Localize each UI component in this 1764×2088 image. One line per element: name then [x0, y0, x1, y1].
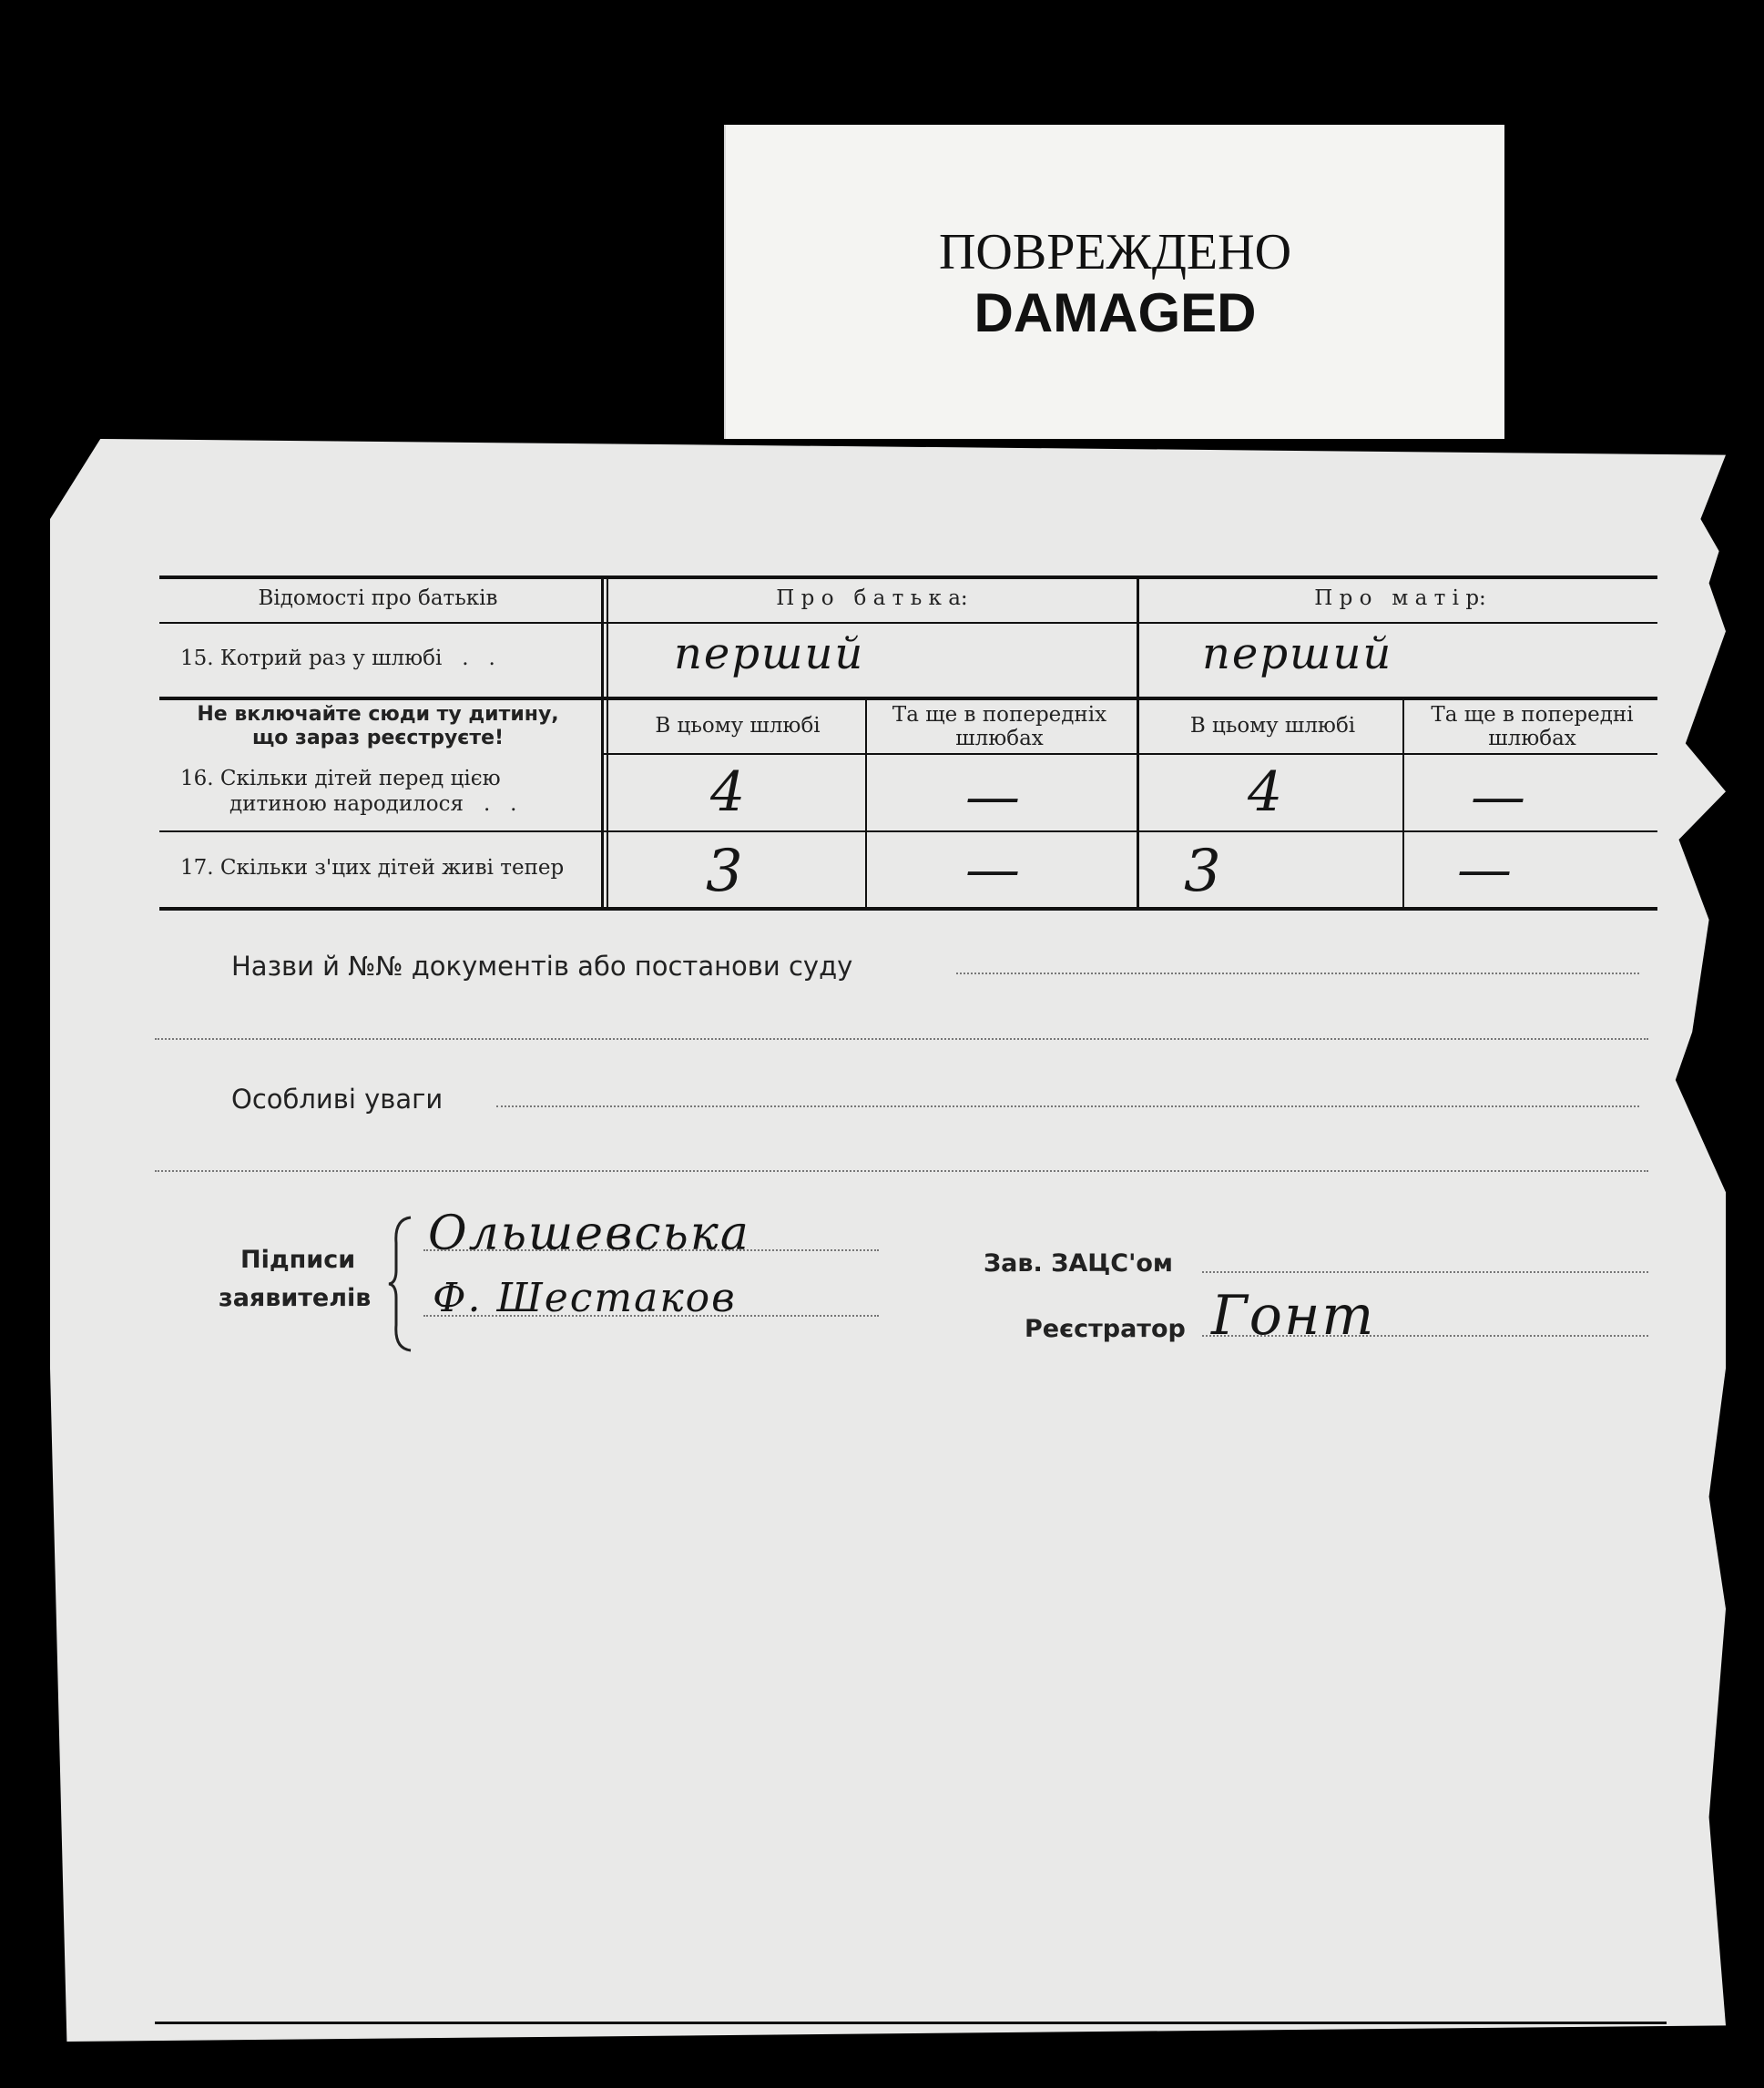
documents-field-line-2[interactable] [155, 1038, 1648, 1040]
applicant-signature-2-line[interactable] [423, 1315, 879, 1317]
row15-label: 15. Котрий раз у шлюбі . . [180, 647, 495, 670]
head-label: Зав. ЗАЦС'ом [984, 1249, 1173, 1278]
note-line1: Не включайте сюди ту дитину, [197, 703, 559, 726]
row15-mother-value: перший [1202, 628, 1393, 679]
document-sheet [50, 439, 1726, 2042]
row16-label-line1: 16. Скільки дітей перед цією [180, 767, 501, 790]
registrar-signature: Гонт [1211, 1284, 1376, 1348]
subheader-father-this: В цьому шлюбі [655, 714, 821, 738]
applicants-label-line2: заявителів [219, 1284, 372, 1312]
subheader-father-prev: Та ще в попередніх шлюбах [892, 703, 1107, 750]
documents-field-line[interactable] [956, 973, 1639, 974]
registrar-label: Реєстратор [1025, 1315, 1186, 1343]
damaged-label-card [724, 125, 1504, 439]
row17-father-this: 3 [706, 838, 745, 905]
applicants-brace [387, 1216, 414, 1352]
note-line2: що зараз реєструєте! [251, 727, 505, 749]
row17-label: 17. Скільки з'цих дітей живі тепер [180, 856, 565, 880]
header-parents-info: Відомості про батьків [258, 586, 498, 610]
notes-field-line-2[interactable] [155, 1170, 1648, 1172]
registrar-signature-line[interactable] [1202, 1335, 1648, 1337]
bottom-rule [155, 2022, 1667, 2024]
applicant-signature-2: Ф. Шестаков [433, 1275, 737, 1321]
applicant-signature-1: Ольшевська [428, 1207, 750, 1261]
damaged-label-en: DAMAGED [974, 282, 1257, 343]
damaged-label-ua: ПОВРЕЖДЕНО [938, 224, 1292, 280]
notes-field-label: Особливі уваги [231, 1084, 444, 1115]
applicant-signature-1-line[interactable] [423, 1249, 879, 1251]
row16-father-this: 4 [710, 760, 748, 824]
documents-field-label: Назви й №№ документів або постанови суду [231, 951, 853, 982]
subheader-mother-this: В цьому шлюбі [1189, 714, 1356, 738]
row16-father-prev: — [965, 765, 1022, 829]
row17-mother-this: 3 [1184, 838, 1223, 905]
row16-label-line2: дитиною народилося . . [229, 792, 517, 816]
row16-mother-prev: — [1471, 765, 1527, 829]
row16-mother-this: 4 [1248, 760, 1285, 824]
applicants-label-line1: Підписи [240, 1246, 356, 1274]
header-mother: П р о м а т і р: [1314, 586, 1486, 610]
row17-mother-prev: — [1457, 838, 1514, 901]
header-father: П р о б а т ь к а: [776, 586, 968, 610]
notes-field-line[interactable] [496, 1105, 1639, 1107]
row15-father-value: перший [674, 628, 865, 679]
head-signature-line[interactable] [1202, 1271, 1648, 1273]
row17-father-prev: — [965, 838, 1022, 901]
subheader-mother-prev: Та ще в попередні шлюбах [1431, 703, 1634, 750]
